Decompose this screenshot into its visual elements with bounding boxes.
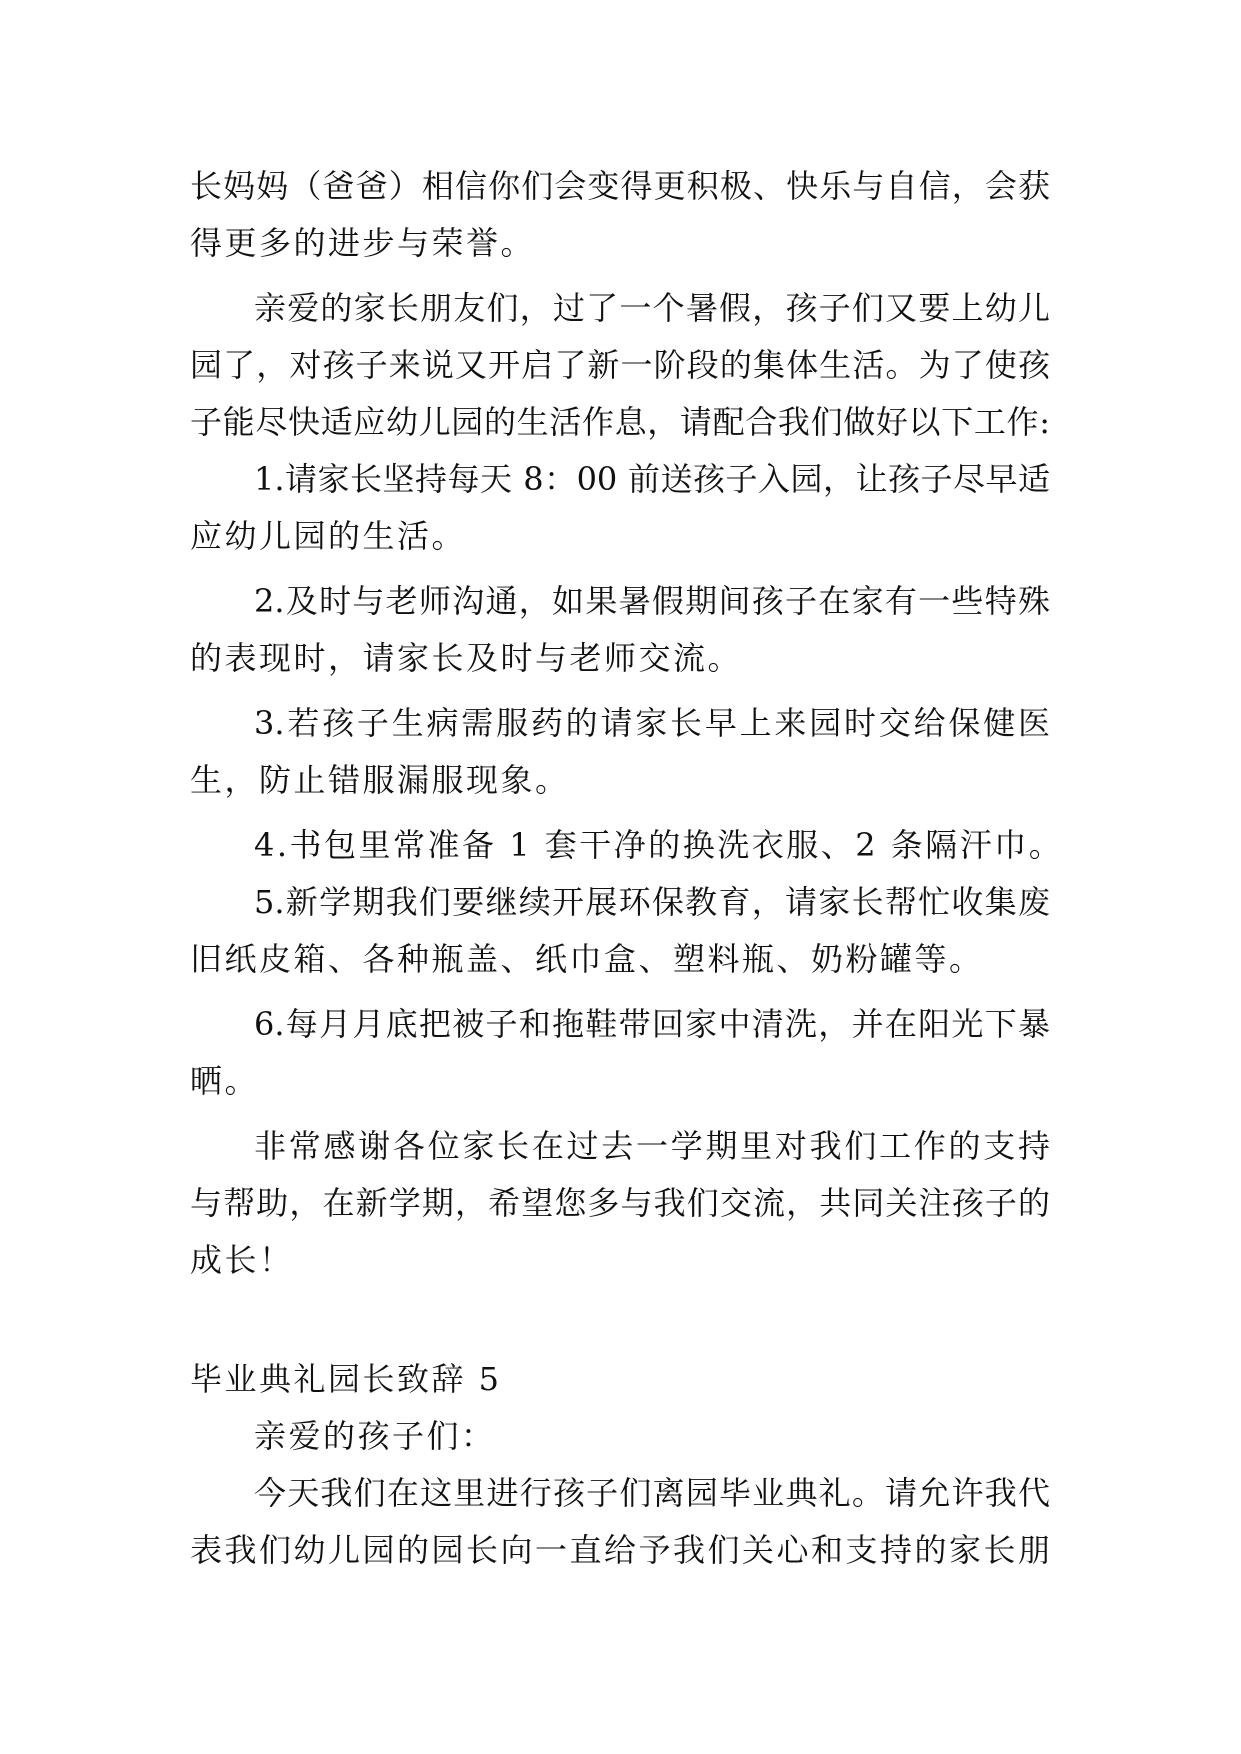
text-line: 旧纸皮箱、各种瓶盖、纸巾盒、塑料瓶、奶粉罐等。: [190, 940, 984, 978]
list-item: [190, 874, 1050, 988]
text-line: 园了，对孩子来说又开启了新一阶段的集体生活。为了使孩: [190, 346, 1050, 384]
section-title: 毕业典礼园长致辞 5: [190, 1360, 502, 1398]
text-line: 亲爱的家长朋友们，过了一个暑假，孩子们又要上幼儿: [254, 289, 1050, 327]
paragraph: [190, 1118, 1050, 1289]
text-line: 3.若孩子生病需服药的请家长早上来园时交给保健医: [254, 704, 1050, 742]
paragraph: [190, 1465, 1050, 1579]
text-line: 与帮助，在新学期，希望您多与我们交流，共同关注孩子的: [190, 1184, 1050, 1222]
list-item: [190, 695, 1050, 809]
text-line: 今天我们在这里进行孩子们离园毕业典礼。请允许我代: [254, 1474, 1050, 1512]
paragraph: [190, 280, 1050, 451]
list-item: [190, 996, 1050, 1110]
text-line: 长妈妈（爸爸）相信你们会变得更积极、快乐与自信，会获: [190, 167, 1050, 205]
text-line: 4.书包里常准备 1 套干净的换洗衣服、2 条隔汗巾。: [254, 826, 1064, 864]
list-item: [190, 451, 1050, 565]
text-line: 子能尽快适应幼儿园的生活作息，请配合我们做好以下工作:: [190, 403, 1050, 441]
text-line: 1.请家长坚持每天 8：00 前送孩子入园，让孩子尽早适: [254, 460, 1050, 498]
text-line: 5.新学期我们要继续开展环保教育，请家长帮忙收集废: [254, 883, 1050, 921]
text-line: 表我们幼儿园的园长向一直给予我们关心和支持的家长朋: [190, 1531, 1050, 1569]
text-line: 2.及时与老师沟通，如果暑假期间孩子在家有一些特殊: [254, 582, 1050, 620]
paragraph: [190, 158, 1050, 272]
text-line: 亲爱的孩子们：: [254, 1417, 496, 1455]
text-line: 晒。: [190, 1062, 260, 1100]
list-item: [190, 817, 1064, 874]
salutation: [190, 1408, 1050, 1465]
list-item: [190, 573, 1050, 687]
text-line: 得更多的进步与荣誉。: [190, 224, 536, 262]
text-line: 成长！: [190, 1241, 294, 1279]
text-line: 6.每月月底把被子和拖鞋带回家中清洗，并在阳光下暴: [254, 1005, 1050, 1043]
text-line: 非常感谢各位家长在过去一学期里对我们工作的支持: [254, 1127, 1050, 1165]
text-line: 的表现时，请家长及时与老师交流。: [190, 639, 743, 677]
document-page: [190, 158, 1064, 1579]
text-line: 应幼儿园的生活。: [190, 517, 467, 555]
text-line: 生，防止错服漏服现象。: [190, 761, 570, 799]
